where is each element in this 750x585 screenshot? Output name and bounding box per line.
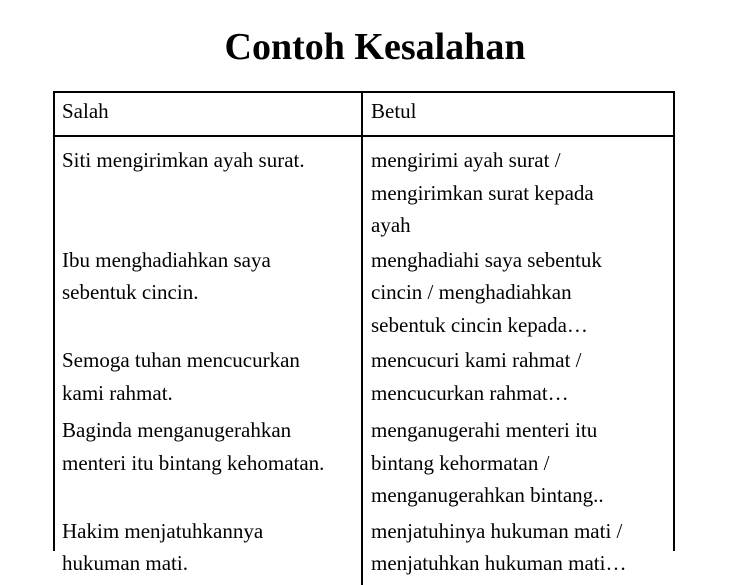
slide-title: Contoh Kesalahan [224,26,526,68]
salah-cell [55,136,362,242]
salah-text: Semoga tuhan mencucurkan kami rahmat. [62,348,300,405]
table-row [55,410,673,512]
salah-text: Siti mengirimkan ayah surat. [62,148,305,172]
table-header-row [55,93,673,136]
salah-cell [55,341,362,410]
header-salah [55,93,362,136]
betul-cell [362,341,673,410]
table-row [55,242,673,342]
betul-cell [362,512,673,585]
examples-table-frame [53,91,675,575]
betul-text: mengirimi ayah surat / mengirimkan surat kepada ayah [371,148,594,237]
salah-cell [55,410,362,512]
betul-cell [362,136,673,242]
betul-text: mencucuri kami rahmat / mencucurkan rahmat… [371,348,582,405]
header-salah-label: Salah [62,99,109,123]
betul-text: menganugerahi menteri itu bintang kehormatan / menganugerahkan bintang.. [371,418,604,507]
salah-text: Baginda menganugerahkan menteri itu bintang kehomatan. [62,418,325,475]
header-betul [362,93,673,136]
betul-cell [362,410,673,512]
salah-text: Hakim menjatuhkannya hukuman mati. [62,518,264,575]
table-row [55,136,673,242]
betul-text: menjatuhinya hukuman mati / menjatuhkan hukuman mati… [371,518,627,575]
salah-cell [55,512,362,585]
betul-cell [362,242,673,342]
table-row [55,341,673,410]
salah-cell [55,242,362,342]
betul-text: menghadiahi saya sebentuk cincin / menghadiahkan sebentuk cincin kepada… [371,247,602,337]
salah-text: Ibu menghadiahkan saya sebentuk cincin. [62,247,271,304]
header-betul-label: Betul [371,99,417,123]
examples-table [55,93,673,585]
table-row [55,512,673,585]
